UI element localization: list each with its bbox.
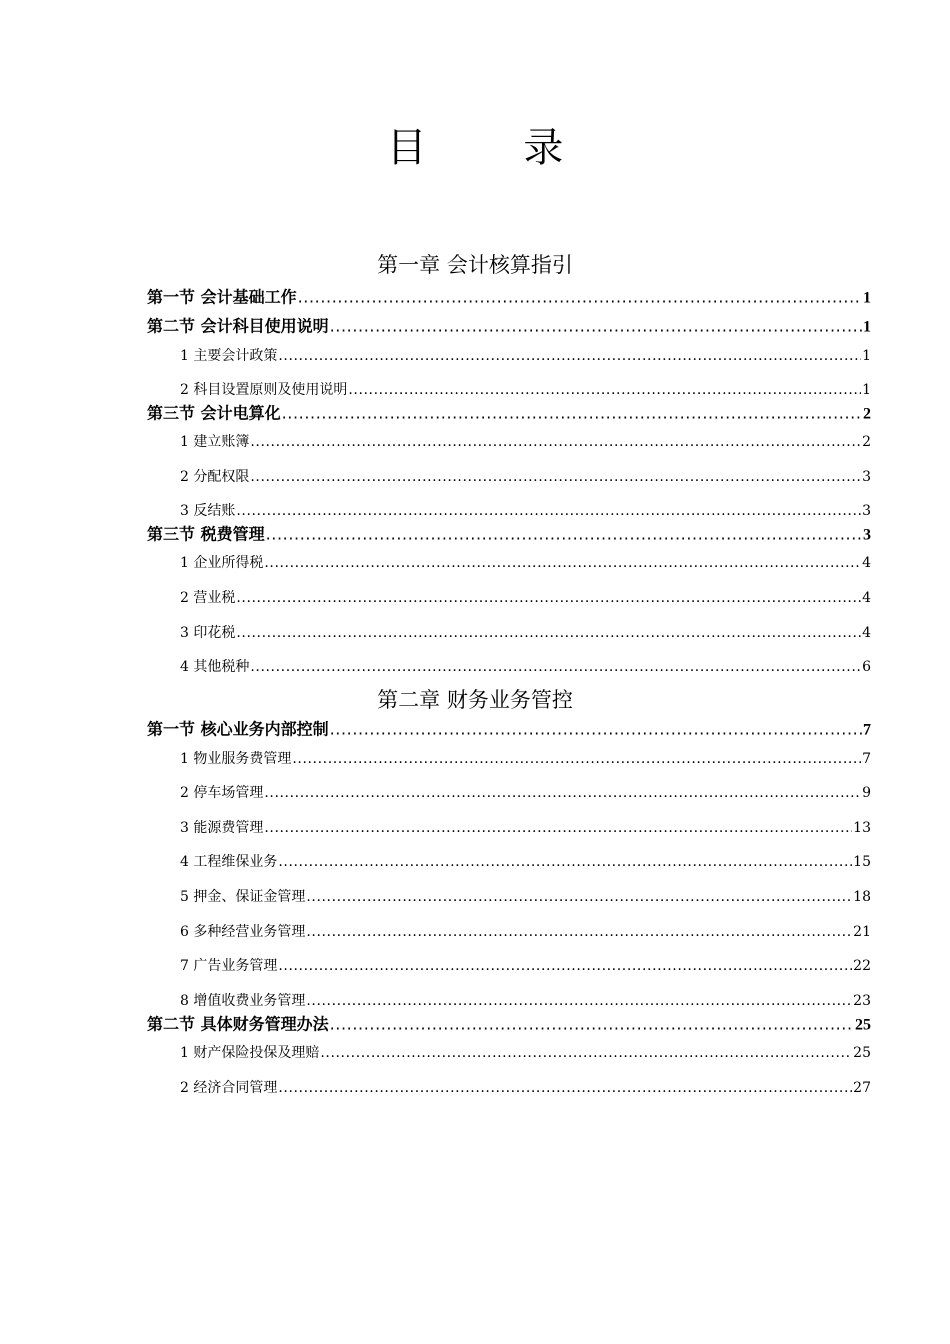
toc-entry-title: 2 营业税 [180,590,236,606]
toc-section-entry[interactable] [147,403,871,426]
toc-entry-title: 第二节 具体财务管理办法 [147,1014,329,1034]
toc-item-entry[interactable] [180,956,871,976]
toc-item-entry[interactable] [180,749,871,769]
dot-leader [264,553,861,573]
toc-section-entry[interactable] [147,1014,871,1037]
dot-leader [236,501,861,521]
toc-entry-title: 6 多种经营业务管理 [180,924,306,940]
toc-entry-title: 2 经济合同管理 [180,1080,278,1096]
toc-page-number: 1 [862,348,871,364]
dot-leader [320,1043,852,1063]
toc-section-entry[interactable] [147,719,871,742]
toc-page-number: 1 [863,318,871,336]
dot-leader [236,623,861,643]
toc-page-number: 1 [863,289,871,307]
dot-leader [282,403,862,425]
toc-page-number: 7 [862,751,871,767]
toc-item-entry[interactable] [180,818,871,838]
dot-leader [278,346,861,366]
toc-item-entry[interactable] [180,467,871,487]
toc-item-entry[interactable] [180,380,871,400]
dot-leader [348,380,861,400]
dot-leader [278,852,852,872]
toc-page-number: 4 [862,590,871,606]
dot-leader [250,432,861,452]
toc-page-number: 22 [853,958,871,974]
toc-entry-title: 第三节 会计电算化 [147,403,281,423]
toc-page-number: 7 [863,721,871,739]
toc-section-entry[interactable] [147,287,871,310]
dot-leader [264,818,852,838]
toc-page-number: 3 [863,526,871,544]
toc-entry-title: 4 工程维保业务 [180,854,278,870]
toc-item-entry[interactable] [180,346,871,366]
dot-leader [330,1014,854,1036]
dot-leader [330,719,862,741]
toc-chapter-heading: 第二章 财务业务管控 [377,688,573,712]
toc-item-entry[interactable] [180,991,871,1011]
toc-page-number: 15 [853,854,871,870]
toc-item-entry[interactable] [180,887,871,907]
dot-leader [236,588,861,608]
toc-page-number: 27 [853,1080,871,1096]
toc-page-number: 18 [853,889,871,905]
toc-item-entry[interactable] [180,783,871,803]
toc-item-entry[interactable] [180,501,871,521]
toc-entry-title: 8 增值收费业务管理 [180,993,306,1009]
toc-page-number: 4 [862,625,871,641]
toc-item-entry[interactable] [180,588,871,608]
dot-leader [306,887,852,907]
toc-entry-title: 第二节 会计科目使用说明 [147,316,329,336]
dot-leader [306,922,852,942]
toc-page-number: 4 [862,555,871,571]
dot-leader [278,1078,852,1098]
dot-leader [250,657,861,677]
toc-page-number: 25 [855,1016,871,1034]
dot-leader [306,991,852,1011]
toc-item-entry[interactable] [180,553,871,573]
toc-page-number: 2 [863,405,871,423]
toc-page-number: 9 [862,785,871,801]
toc-entry-title: 1 建立账簿 [180,434,250,450]
toc-entry-title: 第一节 核心业务内部控制 [147,719,329,739]
toc-page-number: 23 [853,993,871,1009]
toc-page-number: 2 [862,434,871,450]
toc-item-entry[interactable] [180,922,871,942]
dot-leader [250,467,861,487]
toc-chapter-heading: 第一章 会计核算指引 [377,253,573,277]
page-title: 目 录 [386,125,606,171]
toc-entry-title: 2 分配权限 [180,469,250,485]
toc-entry-title: 7 广告业务管理 [180,958,278,974]
toc-page-number: 3 [862,503,871,519]
toc-entry-title: 2 科目设置原则及使用说明 [180,382,348,398]
dot-leader [292,749,861,769]
toc-entry-title: 3 能源费管理 [180,820,264,836]
dot-leader [266,524,862,546]
toc-entry-title: 3 印花税 [180,625,236,641]
toc-entry-title: 1 主要会计政策 [180,348,278,364]
dot-leader [264,783,861,803]
toc-entry-title: 2 停车场管理 [180,785,264,801]
dot-leader [278,956,852,976]
toc-entry-title: 1 企业所得税 [180,555,264,571]
toc-entry-title: 第三节 税费管理 [147,524,265,544]
toc-page-number: 21 [853,924,871,940]
toc-entry-title: 5 押金、保证金管理 [180,889,306,905]
toc-entry-title: 1 物业服务费管理 [180,751,292,767]
toc-page-number: 1 [862,382,871,398]
toc-item-entry[interactable] [180,1078,871,1098]
toc-item-entry[interactable] [180,623,871,643]
toc-page-number: 13 [853,820,871,836]
toc-section-entry[interactable] [147,316,871,339]
toc-item-entry[interactable] [180,657,871,677]
dot-leader [298,287,862,309]
toc-entry-title: 4 其他税种 [180,659,250,675]
toc-item-entry[interactable] [180,432,871,452]
toc-page-number: 3 [862,469,871,485]
toc-page-number: 25 [853,1045,871,1061]
toc-entry-title: 1 财产保险投保及理赔 [180,1045,320,1061]
toc-item-entry[interactable] [180,852,871,872]
toc-page-number: 6 [862,659,871,675]
dot-leader [330,316,862,338]
toc-entry-title: 3 反结账 [180,503,236,519]
toc-entry-title: 第一节 会计基础工作 [147,287,297,307]
toc-item-entry[interactable] [180,1043,871,1063]
toc-section-entry[interactable] [147,524,871,547]
